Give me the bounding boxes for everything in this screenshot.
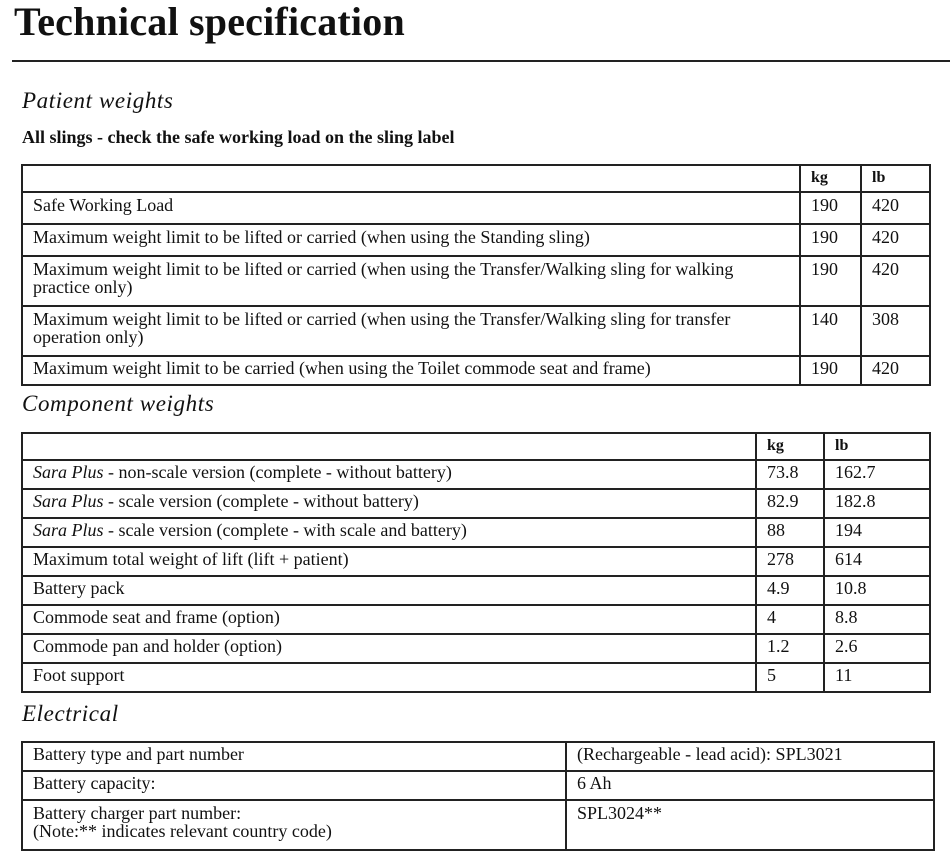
row-lb: 420 <box>861 356 930 385</box>
electrical-heading: Electrical <box>22 701 119 726</box>
patient-weights-heading: Patient weights <box>22 88 174 113</box>
row-label: Safe Working Load <box>22 192 800 224</box>
row-label: Commode pan and holder (option) <box>22 634 756 663</box>
row-label-text: Battery charger part number: <box>33 803 242 823</box>
row-lb: 194 <box>824 518 930 547</box>
header-lb: lb <box>824 433 930 460</box>
header-blank-cell <box>22 165 800 192</box>
row-kg: 5 <box>756 663 824 692</box>
table-row <box>22 576 930 605</box>
table-row <box>22 192 930 224</box>
table-header-row <box>22 433 930 460</box>
table-row <box>22 306 930 356</box>
row-label <box>22 800 566 850</box>
row-kg: 88 <box>756 518 824 547</box>
patient-weights-subheading: All slings - check the safe working load on the sling label <box>22 127 455 147</box>
table-row <box>22 800 934 850</box>
row-label: Commode seat and frame (option) <box>22 605 756 634</box>
patient-weights-table <box>21 164 931 386</box>
row-kg: 1.2 <box>756 634 824 663</box>
row-label: Maximum weight limit to be carried (when using the Toilet commode seat and frame) <box>22 356 800 385</box>
row-lb: 182.8 <box>824 489 930 518</box>
row-label: Battery pack <box>22 576 756 605</box>
row-note: (Note:** indicates relevant country code) <box>33 821 332 841</box>
row-label <box>22 518 756 547</box>
row-kg: 140 <box>800 306 861 356</box>
table-row <box>22 224 930 256</box>
header-lb: lb <box>861 165 930 192</box>
table-header-row <box>22 165 930 192</box>
row-lb: 10.8 <box>824 576 930 605</box>
header-kg: kg <box>756 433 824 460</box>
row-kg: 190 <box>800 224 861 256</box>
electrical-table <box>21 741 935 851</box>
row-kg: 82.9 <box>756 489 824 518</box>
component-weights-table <box>21 432 931 693</box>
table-row <box>22 460 930 489</box>
row-value: (Rechargeable - lead acid): SPL3021 <box>566 742 934 771</box>
row-value: SPL3024** <box>566 800 934 850</box>
table-row <box>22 634 930 663</box>
row-kg: 190 <box>800 356 861 385</box>
row-label: Foot support <box>22 663 756 692</box>
page-title: Technical specification <box>14 0 405 44</box>
header-blank-cell <box>22 433 756 460</box>
component-weights-heading: Component weights <box>22 391 215 416</box>
brand-name: Sara Plus <box>33 491 104 511</box>
row-label: Maximum weight limit to be lifted or carried (when using the Transfer/Walking sling for transfer operation only) <box>22 306 800 356</box>
row-label-text: - non-scale version (complete - without battery) <box>103 462 452 482</box>
row-value: 6 Ah <box>566 771 934 800</box>
row-label: Maximum weight limit to be lifted or carried (when using the Standing sling) <box>22 224 800 256</box>
row-lb: 614 <box>824 547 930 576</box>
brand-name: Sara Plus <box>33 520 104 540</box>
row-kg: 73.8 <box>756 460 824 489</box>
header-kg: kg <box>800 165 861 192</box>
table-row <box>22 256 930 306</box>
table-row <box>22 742 934 771</box>
table-row <box>22 547 930 576</box>
row-kg: 190 <box>800 256 861 306</box>
row-lb: 8.8 <box>824 605 930 634</box>
row-lb: 420 <box>861 224 930 256</box>
table-row <box>22 356 930 385</box>
title-divider <box>12 60 950 62</box>
row-lb: 420 <box>861 256 930 306</box>
row-label: Maximum weight limit to be lifted or carried (when using the Transfer/Walking sling for walking practice only) <box>22 256 800 306</box>
table-row <box>22 605 930 634</box>
row-label: Battery type and part number <box>22 742 566 771</box>
row-kg: 4 <box>756 605 824 634</box>
row-kg: 278 <box>756 547 824 576</box>
row-label <box>22 489 756 518</box>
row-kg: 190 <box>800 192 861 224</box>
table-row <box>22 771 934 800</box>
row-lb: 420 <box>861 192 930 224</box>
row-kg: 4.9 <box>756 576 824 605</box>
table-row <box>22 489 930 518</box>
row-label: Battery capacity: <box>22 771 566 800</box>
row-label-text: - scale version (complete - with scale and battery) <box>103 520 467 540</box>
table-row <box>22 518 930 547</box>
row-lb: 162.7 <box>824 460 930 489</box>
row-label <box>22 460 756 489</box>
row-label-text: - scale version (complete - without battery) <box>103 491 419 511</box>
row-label: Maximum total weight of lift (lift + patient) <box>22 547 756 576</box>
row-lb: 11 <box>824 663 930 692</box>
row-lb: 308 <box>861 306 930 356</box>
table-row <box>22 663 930 692</box>
brand-name: Sara Plus <box>33 462 104 482</box>
row-lb: 2.6 <box>824 634 930 663</box>
